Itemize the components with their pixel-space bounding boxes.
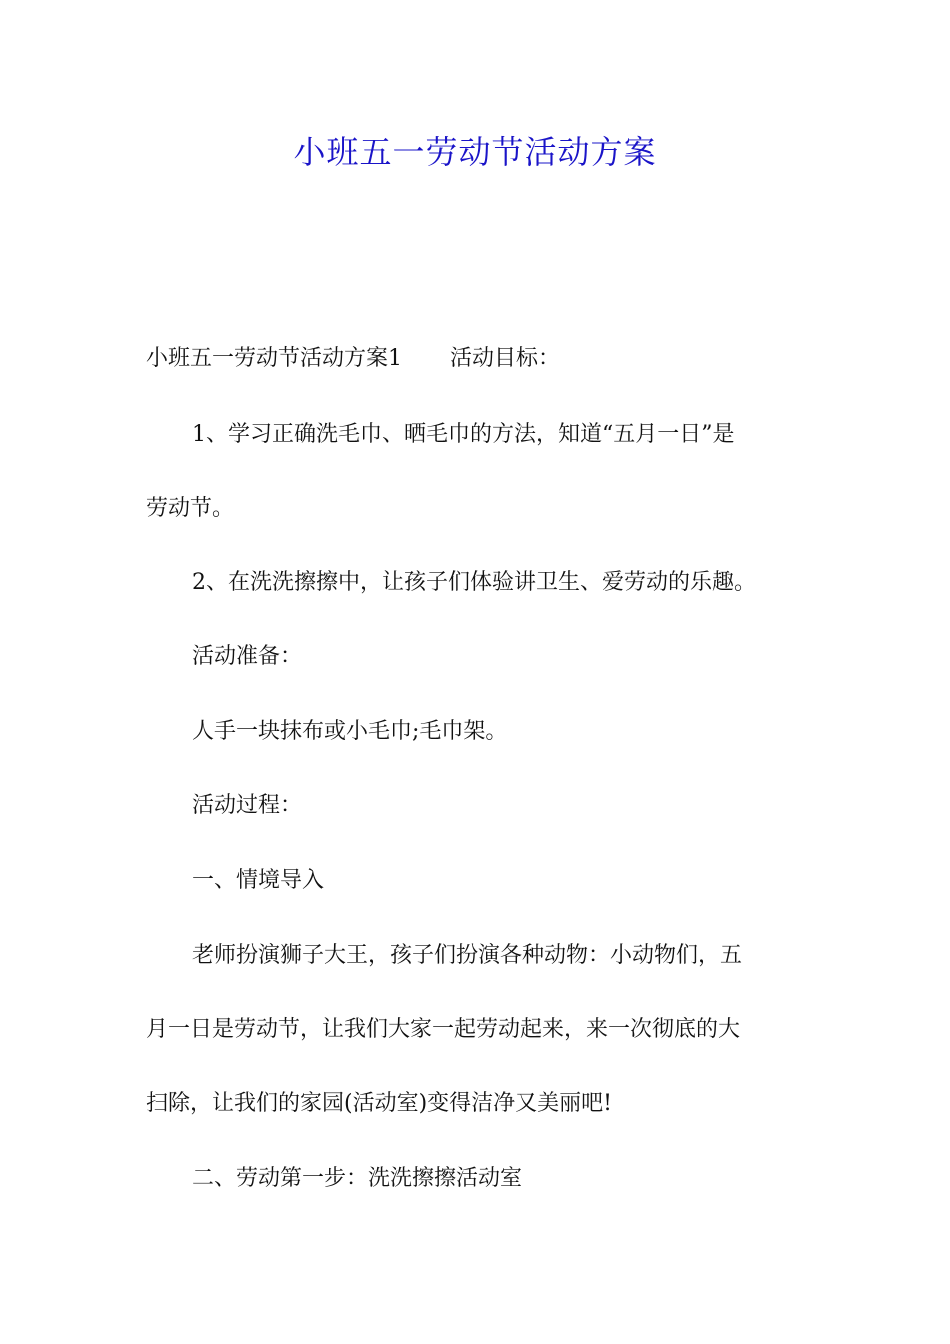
first-line [146,341,812,377]
paragraph-line: 老师扮演狮子大王，孩子们扮演各种动物：小动物们，五 [192,943,743,968]
section-heading: 小班五一劳动节活动方案1 [146,346,402,371]
paragraph-line: 劳动节。 [146,496,235,521]
paragraph-line: 人手一块抹布或小毛巾;毛巾架。 [192,719,508,744]
subsection-heading: 活动过程： [192,793,303,818]
document-title: 小班五一劳动节活动方案 [293,133,657,171]
subsection-heading: 活动准备： [192,644,303,669]
paragraph-line: 2、在洗洗擦擦中，让孩子们体验讲卫生、爱劳动的乐趣。 [192,570,756,595]
subsection-heading: 二、劳动第一步：洗洗擦擦活动室 [192,1166,523,1191]
subsection-heading: 活动目标： [450,346,561,371]
paragraph-line: 月一日是劳动节，让我们大家一起劳动起来，来一次彻底的大 [146,1017,741,1042]
paragraph-line: 1、学习正确洗毛巾、晒毛巾的方法，知道“五月一日”是 [192,422,735,447]
paragraph-line: 扫除，让我们的家园(活动室)变得洁净又美丽吧! [146,1091,613,1116]
subsection-heading: 一、情境导入 [192,868,325,893]
